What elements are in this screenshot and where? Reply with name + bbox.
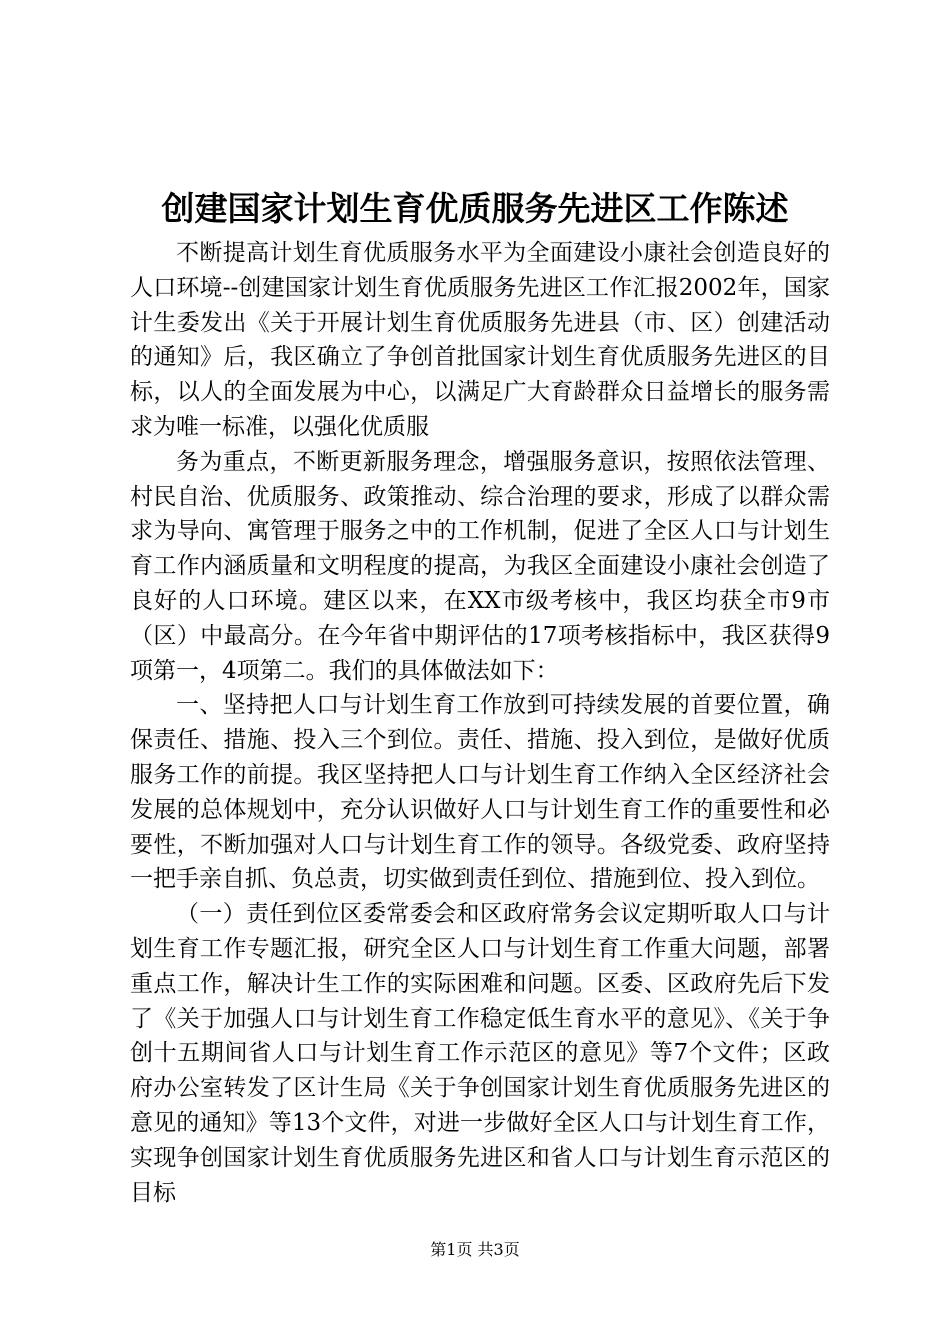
paragraph-intro: 不断提高计划生育优质服务水平为全面建设小康社会创造良好的人口环境--创建国家计划生育优质服务先进区工作汇报2002年，国家计生委发出《关于开展计划生育优质服务先进县（市、区）创建活动的通知》后，我区确立了争创首批国家计划生育优质服务先进区的目标，以人的全面发展为中心，以满足广大育龄群众日益增长的服务需求为唯一标准，以强化优质服 (130, 240, 830, 440)
paragraph-section-one: 一、坚持把人口与计划生育工作放到可持续发展的首要位置，确保责任、措施、投入三个到位。责任、措施、投入到位，是做好优质服务工作的前提。我区坚持把人口与计划生育工作纳入全区经济社会发展的总体规划中，充分认识做好人口与计划生育工作的重要性和必要性，不断加强对人口与计划生育工作的领导。各级党委、政府坚持一把手亲自抓、负总责，切实做到责任到位、措施到位、投入到位。 (130, 692, 830, 893)
paragraph-practice: 务为重点，不断更新服务理念，增强服务意识，按照依法管理、村民自治、优质服务、政策推动、综合治理的要求，形成了以群众需求为导向、寓管理于服务之中的工作机制，促进了全区人口与计划生育工作内涵质量和文明程度的提高，为我区全面建设小康社会创造了良好的人口环境。建区以来，在XX市级考核中，我区均获全市9市（区）中最高分。在今年省中期评估的17项考核指标中，我区获得9项第一，4项第二。我们的具体做法如下： (130, 448, 830, 684)
document-title: 创建国家计划生育优质服务先进区工作陈述 (161, 189, 789, 228)
document-body (130, 236, 830, 1210)
paragraph-responsibility: （一）责任到位区委常委会和区政府常务会议定期听取人口与计划生育工作专题汇报，研究全区人口与计划生育工作重大问题，部署重点工作，解决计生工作的实际困难和问题。区委、区政府先后下发了《关于加强人口与计划生育工作稳定低生育水平的意见》、《关于争创十五期间省人口与计划生育工作示范区的意见》等7个文件；区政府办公室转发了区计生局《关于争创国家计划生育优质服务先进区的意见的通知》等13个文件，对进一步做好全区人口与计划生育工作，实现争创国家计划生育优质服务先进区和省人口与计划生育示范区的目标 (130, 901, 830, 1206)
page-number-footer: 第1页 共3页 (430, 1240, 520, 1259)
